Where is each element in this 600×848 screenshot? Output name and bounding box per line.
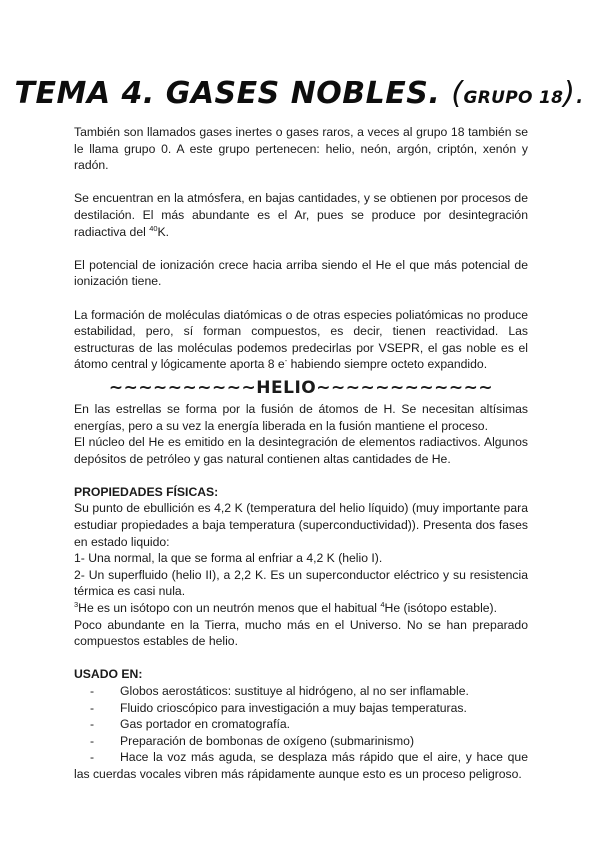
propiedades-heading: PROPIEDADES FÍSICAS: (74, 484, 219, 499)
list-item: - Gas portador en cromatografía. (90, 717, 291, 732)
title-paren-close: ). (563, 76, 586, 111)
usos-list (74, 683, 528, 749)
list-item: - Preparación de bombonas de oxígeno (submarinismo) (90, 733, 415, 748)
title-paren-open: ( (451, 76, 464, 111)
usos-heading: USADO EN: (74, 667, 143, 682)
document-body (74, 124, 528, 783)
list-item: - Globos aerostáticos: sustituye al hidrógeno, al no ser inflamable. (90, 684, 469, 698)
page-title (0, 76, 600, 111)
propiedades-paragraph-3: 2- Un superfluido (helio II), a 2,2 K. Es un superconductor eléctrico y su resistencia térmica es casi nula. (74, 567, 528, 599)
title-main: TEMA 4. GASES NOBLES. (14, 76, 441, 111)
intro-paragraph-2: Se encuentran en la atmósfera, en bajas cantidades, y se obtienen por procesos de destilación. El más abundante es el Ar, pues se produce por desintegración radiactiva del $^{40}$K. (74, 191, 528, 239)
helio-divider-heading: ~~~~~~~~~~HELIO~~~~~~~~~~~~ (108, 377, 494, 398)
propiedades-paragraph-1: Su punto de ebullición es 4,2 K (temperatura del helio líquido) (muy importante para estudiar propiedades a baja temperatura (superconductividad)). Presenta dos fases en estado liquido: (74, 501, 528, 549)
intro-paragraph-1: También son llamados gases inertes o gases raros, a veces al grupo 18 también se le llama grupo 0. A este grupo pertenecen: helio, neón, argón, criptón, xenón y radón. (74, 125, 528, 173)
helio-paragraph-2: El núcleo del He es emitido en la desintegración de elementos radiactivos. Algunos depósitos de petróleo y gas natural contienen altas cantidades de He. (74, 435, 528, 466)
superscript-electron: - (284, 356, 288, 366)
intro-paragraph-3: El potencial de ionización crece hacia arriba siendo el He el que más potencial de ionización tiene. (74, 257, 528, 289)
propiedades-paragraph-2: 1- Una normal, la que se forma al enfriar a 4,2 K (helio I). (74, 551, 383, 566)
superscript-4: 4 (380, 599, 385, 609)
propiedades-paragraph-4: $^3$He es un isótopo con un neutrón menos que el habitual $^4$He (isótopo estable). (74, 599, 498, 616)
title-subtitle: GRUPO 18 (463, 88, 564, 108)
superscript-40: 40 (149, 223, 158, 233)
helio-paragraph-1: En las estrellas se forma por la fusión de átomos de H. Se necesitan altísimas energías, pero a su vez la energía liberada en la fusión mantiene el proceso. (74, 401, 528, 433)
list-item-last: - Hace la voz más aguda, se desplaza más rápido que el aire, y hace que las cuerdas vocales vibren más rápidamente aunque esto es un proceso peligroso. (74, 750, 528, 781)
propiedades-paragraph-5: Poco abundante en la Tierra, mucho más en el Universo. No se han preparado compuestos estables de helio. (74, 617, 528, 649)
intro-paragraph-4: La formación de moléculas diatómicas o de otras especies poliatómicas no produce estabilidad, pero, sí forman compuestos, es decir, tienen reactividad. Las estructuras de las moléculas podemos predecirlas por VSEPR, el gas noble es el átomo central y lógicamente aporta 8 e- habiendo siempre octeto expandido. (74, 307, 528, 372)
superscript-3: 3 (74, 599, 79, 609)
list-item: - Fluido crioscópico para investigación a muy bajas temperaturas. (90, 700, 467, 715)
